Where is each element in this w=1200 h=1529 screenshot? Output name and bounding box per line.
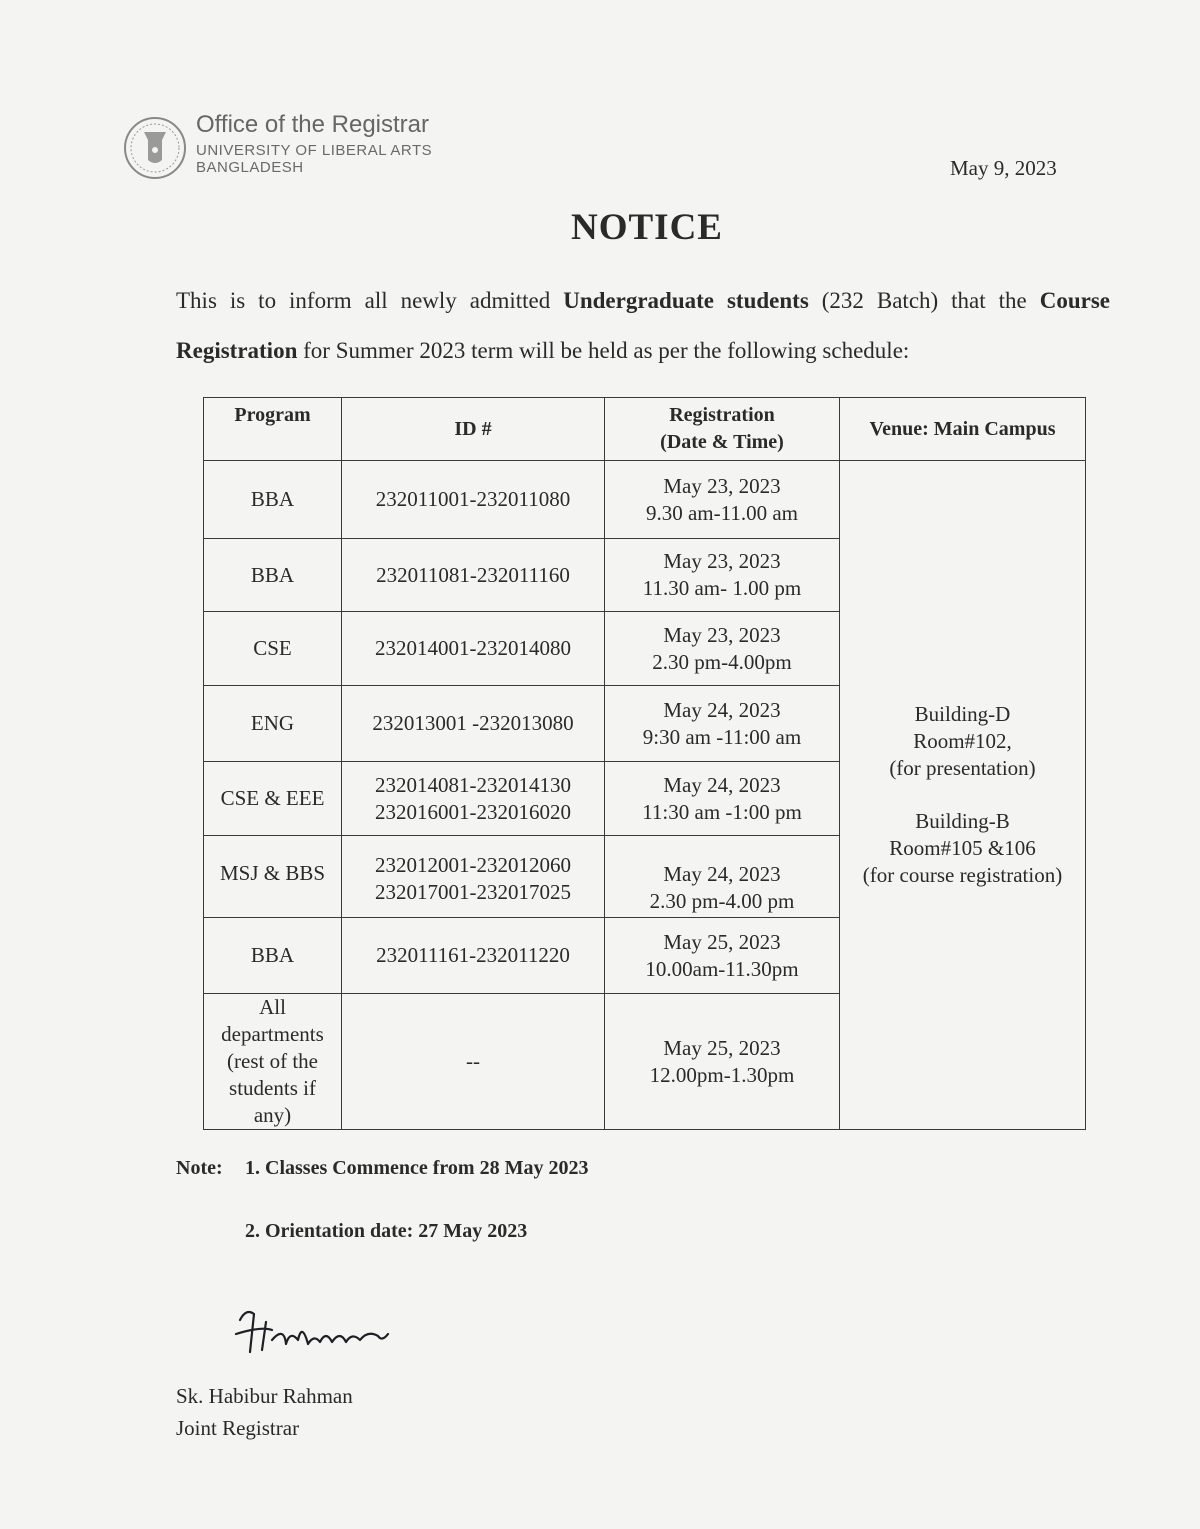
cell-program: ENG xyxy=(204,686,342,762)
cell-id: 232013001 -232013080 xyxy=(342,686,605,762)
cell-id: 232011001-232011080 xyxy=(342,461,605,539)
university-name: UNIVERSITY OF LIBERAL ARTS xyxy=(196,142,433,159)
venue-purpose-registration: (for course registration) xyxy=(862,863,1063,887)
header-registration xyxy=(605,398,840,461)
cell-registration xyxy=(605,994,840,1130)
intro-text-1: This is to inform all newly admitted xyxy=(176,288,564,313)
header-program: Program xyxy=(204,398,342,461)
cell-program: CSE xyxy=(204,612,342,686)
cell-id: 232014001-232014080 xyxy=(342,612,605,686)
notice-intro xyxy=(176,276,1110,376)
cell-id: -- xyxy=(342,994,605,1130)
intro-bold-2: Course Registration xyxy=(176,288,1110,363)
header-id: ID # xyxy=(342,398,605,461)
venue-room-102: Room#102, xyxy=(913,729,1012,753)
cell-time: 11:30 am -1:00 pm xyxy=(642,799,802,824)
cell-registration xyxy=(605,836,840,918)
note-classes-commence: 1. Classes Commence from 28 May 2023 xyxy=(245,1157,589,1179)
cell-id-line1: 232014081-232014130 xyxy=(375,772,571,797)
university-logo-icon xyxy=(122,112,188,184)
cell-id xyxy=(342,762,605,836)
intro-text-2: (232 Batch) that the xyxy=(808,288,1040,313)
cell-registration xyxy=(605,762,840,836)
cell-program: BBA xyxy=(204,918,342,994)
cell-program: BBA xyxy=(204,461,342,539)
venue-building-d: Building-D xyxy=(914,702,1011,726)
cell-id-line2: 232016001-232016020 xyxy=(375,799,571,824)
cell-time: 2.30 pm-4.00pm xyxy=(652,649,792,674)
note-label: Note: xyxy=(176,1157,223,1179)
cell-venue xyxy=(840,461,1086,1130)
cell-date: May 23, 2023 xyxy=(663,622,781,647)
cell-id xyxy=(342,836,605,918)
cell-registration xyxy=(605,686,840,762)
note-orientation-date: 2. Orientation date: 27 May 2023 xyxy=(245,1220,528,1242)
cell-date: May 24, 2023 xyxy=(663,862,781,886)
venue-registration xyxy=(846,808,1079,889)
cell-time: 9:30 am -11:00 am xyxy=(642,724,802,749)
cell-time: 9.30 am-11.00 am xyxy=(645,500,799,525)
header-venue: Venue: Main Campus xyxy=(840,398,1086,461)
signatory-position: Joint Registrar xyxy=(176,1416,300,1440)
cell-program: BBA xyxy=(204,539,342,612)
cell-program: MSJ & BBS xyxy=(204,836,342,918)
cell-registration xyxy=(605,461,840,539)
header-registration-line2: (Date & Time) xyxy=(660,431,784,453)
header-registration-line1: Registration xyxy=(669,404,775,426)
cell-program: All departments (rest of the students if any) xyxy=(204,994,342,1130)
venue-purpose-presentation: (for presentation) xyxy=(889,756,1036,780)
cell-id: 232011161-232011220 xyxy=(342,918,605,994)
signatory xyxy=(176,1380,353,1444)
office-name: Office of the Registrar xyxy=(196,111,429,138)
cell-date: May 24, 2023 xyxy=(663,697,781,722)
cell-program: CSE & EEE xyxy=(204,762,342,836)
venue-presentation xyxy=(846,701,1079,782)
intro-text-3: for Summer 2023 term will be held as per the following schedule: xyxy=(297,338,910,363)
table-row xyxy=(204,461,1086,539)
notice-date: May 9, 2023 xyxy=(950,156,1057,180)
notes-section xyxy=(176,1157,588,1180)
table-header-row xyxy=(204,398,1086,461)
cell-date: May 24, 2023 xyxy=(663,772,781,797)
cell-registration xyxy=(605,918,840,994)
cell-time: 10.00am-11.30pm xyxy=(645,956,799,981)
venue-building-b: Building-B xyxy=(915,809,1010,833)
cell-time: 2.30 pm-4.00 pm xyxy=(649,889,795,913)
signatory-name: Sk. Habibur Rahman xyxy=(176,1384,353,1408)
cell-time: 12.00pm-1.30pm xyxy=(649,1062,795,1087)
cell-registration xyxy=(605,539,840,612)
cell-date: May 23, 2023 xyxy=(663,549,781,573)
cell-time: 11.30 am- 1.00 pm xyxy=(642,576,802,600)
cell-registration xyxy=(605,612,840,686)
venue-room-105-106: Room#105 &106 xyxy=(889,836,1036,860)
cell-date: May 25, 2023 xyxy=(663,1035,781,1060)
schedule-table xyxy=(203,397,1086,1130)
cell-id: 232011081-232011160 xyxy=(342,539,605,612)
notice-title: NOTICE xyxy=(571,207,723,248)
note-1-row xyxy=(176,1157,588,1180)
cell-id-line2: 232017001-232017025 xyxy=(375,880,571,904)
university-country: BANGLADESH xyxy=(196,159,304,176)
signature-image xyxy=(232,1300,402,1364)
cell-date: May 25, 2023 xyxy=(663,929,781,954)
cell-id-line1: 232012001-232012060 xyxy=(375,853,571,877)
letterhead xyxy=(122,112,432,184)
cell-date: May 23, 2023 xyxy=(663,473,781,498)
intro-bold-1: Undergraduate students xyxy=(563,288,809,313)
